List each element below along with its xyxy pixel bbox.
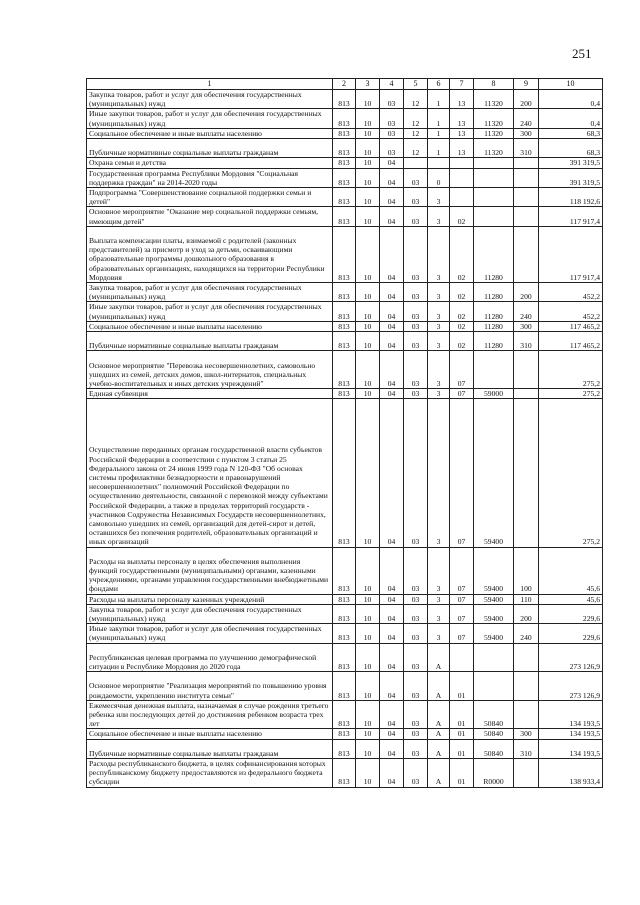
row-code: 10 (356, 139, 380, 158)
row-amount: 275,2 (539, 389, 603, 399)
row-code: 10 (356, 547, 380, 594)
row-code: 03 (404, 302, 428, 321)
row-amount: 391 319,5 (539, 158, 603, 168)
row-code (428, 158, 450, 168)
row-description: Охрана семьи и детства (87, 158, 333, 168)
row-code: 02 (450, 207, 474, 226)
row-code (450, 158, 474, 168)
row-description: Закупка товаров, работ и услуг для обеспечения государственных (муниципальных) нужд (87, 283, 333, 302)
row-code: 3 (428, 188, 450, 207)
row-code: 12 (404, 139, 428, 158)
row-description: Социальное обеспечение и иные выплаты населению (87, 128, 333, 138)
row-description: Расходы республиканского бюджета, в целях софинансирования которых республиканскому бюджету предоставляются из федерального бюджета субсидии (87, 759, 333, 788)
row-code: 813 (333, 700, 356, 729)
row-code: 3 (428, 207, 450, 226)
row-code: 813 (333, 332, 356, 351)
row-code: 04 (380, 624, 404, 643)
table-row (87, 90, 603, 109)
row-code: 310 (514, 739, 539, 758)
row-code: 50840 (474, 700, 514, 729)
row-code: 10 (356, 643, 380, 672)
table-header-row (87, 79, 603, 90)
row-code (404, 158, 428, 168)
row-code (474, 168, 514, 187)
row-code: 03 (404, 332, 428, 351)
row-description: Публичные нормативные социальные выплаты гражданам (87, 139, 333, 158)
row-code: 04 (380, 643, 404, 672)
row-code: 813 (333, 90, 356, 109)
table-row (87, 332, 603, 351)
row-code: 300 (514, 128, 539, 138)
row-code: 03 (404, 594, 428, 604)
row-code: 10 (356, 332, 380, 351)
row-amount: 275,2 (539, 399, 603, 547)
row-code: 01 (450, 672, 474, 701)
row-code: 813 (333, 759, 356, 788)
row-amount: 0,4 (539, 109, 603, 128)
row-amount: 452,2 (539, 302, 603, 321)
row-code: 01 (450, 729, 474, 739)
row-code (514, 188, 539, 207)
row-code: 03 (404, 739, 428, 758)
row-code: 813 (333, 168, 356, 187)
row-code: 12 (404, 109, 428, 128)
row-code: 1 (428, 139, 450, 158)
row-amount: 275,2 (539, 351, 603, 389)
row-code: А (428, 700, 450, 729)
row-code: 240 (514, 302, 539, 321)
row-code (474, 207, 514, 226)
row-code: 813 (333, 109, 356, 128)
row-code: 13 (450, 90, 474, 109)
row-code (450, 168, 474, 187)
row-code: 813 (333, 283, 356, 302)
row-amount: 273 126,9 (539, 672, 603, 701)
row-code: 02 (450, 302, 474, 321)
row-code: 50840 (474, 739, 514, 758)
row-code: 10 (356, 351, 380, 389)
row-code: 813 (333, 158, 356, 168)
row-code: 300 (514, 729, 539, 739)
row-description: Ежемесячная денежная выплата, назначаемая в случае рождения третьего ребенка или последующих детей до достижения ребенком возраста трех лет (87, 700, 333, 729)
row-code: R0000 (474, 759, 514, 788)
row-code: 10 (356, 399, 380, 547)
row-code: 0 (428, 168, 450, 187)
row-code: 813 (333, 302, 356, 321)
row-code: 07 (450, 389, 474, 399)
row-description: Государственная программа Республики Мордовия "Социальная поддержка граждан" на 2014-2020 годы (87, 168, 333, 187)
row-description: Республиканская целевая программа по улучшению демографической ситуации в Республике Мордовия до 2020 года (87, 643, 333, 672)
table-row (87, 547, 603, 594)
row-amount: 118 192,6 (539, 188, 603, 207)
row-code: 3 (428, 624, 450, 643)
row-code: 03 (404, 729, 428, 739)
row-code: 3 (428, 547, 450, 594)
table-row (87, 672, 603, 701)
row-code: 02 (450, 332, 474, 351)
row-code: 03 (404, 624, 428, 643)
row-code: 01 (450, 739, 474, 758)
row-code: 3 (428, 283, 450, 302)
row-code: 1 (428, 109, 450, 128)
row-code: 10 (356, 283, 380, 302)
row-code (474, 672, 514, 701)
table-row (87, 321, 603, 331)
row-code (474, 158, 514, 168)
row-code: 04 (380, 207, 404, 226)
row-code: 10 (356, 594, 380, 604)
table-row (87, 594, 603, 604)
row-description: Иные закупки товаров, работ и услуг для обеспечения государственных (муниципальных) нужд (87, 302, 333, 321)
row-amount: 229,6 (539, 624, 603, 643)
row-code: 59400 (474, 547, 514, 594)
row-code: 13 (450, 109, 474, 128)
row-code: 07 (450, 624, 474, 643)
row-description: Осуществление переданных органам государственной власти субъектов Российской Федерации в соответствии с пунктом 3 статьи 25 Федерального закона от 24 июня 1999 года N 120-ФЗ "Об основах системы профилактики безнадзорности и правонарушений несовершеннолетних" полномочий Российской Федерации по осуществлению деятельности, связанной с перевозкой между субъектами Российской Федерации, а также в пределах территорий государств - участников Содружества Независимых Государств несовершеннолетних, самовольно ушедших из семей, организаций для детей-сирот и детей, оставшихся без попечения родителей, образовательных организаций и иных организаций (87, 399, 333, 547)
row-description: Публичные нормативные социальные выплаты гражданам (87, 739, 333, 758)
row-amount: 68,3 (539, 139, 603, 158)
row-code: 04 (380, 283, 404, 302)
row-code: 04 (380, 351, 404, 389)
row-code: 04 (380, 700, 404, 729)
row-code: 813 (333, 739, 356, 758)
table-row (87, 759, 603, 788)
row-code (514, 168, 539, 187)
row-code: 10 (356, 158, 380, 168)
table-row (87, 188, 603, 207)
row-code: 10 (356, 604, 380, 623)
row-code (514, 700, 539, 729)
row-amount: 117 465,2 (539, 321, 603, 331)
row-code: 11320 (474, 90, 514, 109)
column-header: 4 (380, 79, 404, 90)
row-code: 04 (380, 332, 404, 351)
row-code: 813 (333, 643, 356, 672)
row-code: 200 (514, 283, 539, 302)
row-description: Социальное обеспечение и иные выплаты населению (87, 729, 333, 739)
table-row (87, 302, 603, 321)
row-code: 240 (514, 624, 539, 643)
row-code: 03 (380, 139, 404, 158)
row-code: 11280 (474, 226, 514, 282)
row-code: 813 (333, 321, 356, 331)
row-code: 3 (428, 332, 450, 351)
row-code: 10 (356, 672, 380, 701)
table-row (87, 351, 603, 389)
row-code: 02 (450, 226, 474, 282)
row-code: 04 (380, 739, 404, 758)
row-code (514, 759, 539, 788)
row-code: 11280 (474, 302, 514, 321)
row-code: 03 (404, 700, 428, 729)
row-code: 200 (514, 90, 539, 109)
row-code (450, 643, 474, 672)
row-code: 03 (380, 109, 404, 128)
row-code: 10 (356, 168, 380, 187)
row-code: 04 (380, 759, 404, 788)
column-header: 8 (474, 79, 514, 90)
row-code: 07 (450, 547, 474, 594)
row-code: 07 (450, 399, 474, 547)
row-code: 10 (356, 109, 380, 128)
row-code: 813 (333, 139, 356, 158)
row-code: А (428, 729, 450, 739)
column-header: 7 (450, 79, 474, 90)
row-code: А (428, 672, 450, 701)
column-header: 2 (333, 79, 356, 90)
row-description: Закупка товаров, работ и услуг для обеспечения государственных (муниципальных) нужд (87, 604, 333, 623)
row-description: Иные закупки товаров, работ и услуг для обеспечения государственных (муниципальных) нужд (87, 624, 333, 643)
column-header: 1 (87, 79, 333, 90)
row-code: 100 (514, 547, 539, 594)
row-code: 03 (404, 188, 428, 207)
row-code: 813 (333, 672, 356, 701)
row-code: 3 (428, 302, 450, 321)
row-code: 3 (428, 594, 450, 604)
row-code: 3 (428, 321, 450, 331)
row-code: 02 (450, 321, 474, 331)
table-row (87, 739, 603, 758)
row-code: 10 (356, 188, 380, 207)
row-code: 10 (356, 729, 380, 739)
row-code: 310 (514, 139, 539, 158)
row-code: 12 (404, 128, 428, 138)
row-code: 11320 (474, 109, 514, 128)
row-code: 03 (404, 389, 428, 399)
row-code: 03 (404, 604, 428, 623)
row-code: 04 (380, 302, 404, 321)
row-code: 3 (428, 604, 450, 623)
row-code: 813 (333, 547, 356, 594)
table-row (87, 128, 603, 138)
row-code: 3 (428, 389, 450, 399)
row-code: 03 (404, 283, 428, 302)
row-code: 04 (380, 188, 404, 207)
row-code: А (428, 759, 450, 788)
row-description: Основное мероприятие "Оказание мер социальной поддержки семьям, имеющим детей" (87, 207, 333, 226)
row-code: 03 (404, 168, 428, 187)
row-code: 04 (380, 594, 404, 604)
row-amount: 0,4 (539, 90, 603, 109)
row-code: 110 (514, 594, 539, 604)
row-code: 07 (450, 594, 474, 604)
row-code: 3 (428, 226, 450, 282)
row-code: 813 (333, 594, 356, 604)
row-description: Выплата компенсации платы, взимаемой с родителей (законных представителей) за присмотр и уход за детьми, осваивающими образовательные программы дошкольного образования в образовательных организациях, находящихся на территории Республики Мордовия (87, 226, 333, 282)
column-header: 6 (428, 79, 450, 90)
row-description: Публичные нормативные социальные выплаты гражданам (87, 332, 333, 351)
row-code: 03 (404, 399, 428, 547)
row-code: 04 (380, 729, 404, 739)
table-row (87, 604, 603, 623)
row-description: Единая субвенция (87, 389, 333, 399)
row-code: 03 (404, 643, 428, 672)
row-code: 04 (380, 389, 404, 399)
row-code: 59400 (474, 624, 514, 643)
row-amount: 117 917,4 (539, 207, 603, 226)
row-code (450, 188, 474, 207)
row-code: 04 (380, 321, 404, 331)
row-code: 03 (404, 351, 428, 389)
row-code: 01 (450, 759, 474, 788)
row-code: 03 (404, 547, 428, 594)
row-code: 813 (333, 207, 356, 226)
row-code: 04 (380, 168, 404, 187)
row-code: 59400 (474, 399, 514, 547)
row-code: 10 (356, 321, 380, 331)
row-code: 10 (356, 128, 380, 138)
row-amount: 138 933,4 (539, 759, 603, 788)
row-code: 1 (428, 90, 450, 109)
row-code (514, 672, 539, 701)
row-amount: 117 917,4 (539, 226, 603, 282)
row-code (474, 351, 514, 389)
row-code: 03 (404, 207, 428, 226)
row-amount: 273 126,9 (539, 643, 603, 672)
table-row (87, 283, 603, 302)
column-header: 5 (404, 79, 428, 90)
row-code: 3 (428, 351, 450, 389)
row-code: 813 (333, 729, 356, 739)
row-code: 07 (450, 604, 474, 623)
table-row (87, 643, 603, 672)
row-code: 13 (450, 139, 474, 158)
row-code: 10 (356, 700, 380, 729)
row-code: 59400 (474, 594, 514, 604)
row-amount: 45,6 (539, 547, 603, 594)
row-code (514, 643, 539, 672)
row-code: 11280 (474, 321, 514, 331)
row-code: 04 (380, 604, 404, 623)
row-code: 813 (333, 188, 356, 207)
column-header: 3 (356, 79, 380, 90)
table-row (87, 389, 603, 399)
row-code: 03 (404, 321, 428, 331)
row-code: 04 (380, 399, 404, 547)
table-row (87, 139, 603, 158)
row-code: 10 (356, 739, 380, 758)
row-code: 59400 (474, 604, 514, 623)
row-amount: 134 193,5 (539, 739, 603, 758)
row-code (474, 188, 514, 207)
row-code: 10 (356, 302, 380, 321)
row-amount: 391 319,5 (539, 168, 603, 187)
row-amount: 45,6 (539, 594, 603, 604)
row-code: 310 (514, 332, 539, 351)
row-amount: 134 193,5 (539, 729, 603, 739)
row-amount: 134 193,5 (539, 700, 603, 729)
table-row (87, 700, 603, 729)
row-code: 04 (380, 672, 404, 701)
row-code: 10 (356, 226, 380, 282)
table-row (87, 109, 603, 128)
row-code: 03 (404, 226, 428, 282)
row-code: 10 (356, 759, 380, 788)
row-code: 07 (450, 351, 474, 389)
table-row (87, 168, 603, 187)
row-code: 03 (380, 90, 404, 109)
row-code (514, 207, 539, 226)
row-code: 813 (333, 624, 356, 643)
row-code: 813 (333, 128, 356, 138)
row-code: 11320 (474, 139, 514, 158)
row-code: 12 (404, 90, 428, 109)
row-amount: 68,3 (539, 128, 603, 138)
row-description: Расходы на выплаты персоналу казенных учреждений (87, 594, 333, 604)
row-amount: 229,6 (539, 604, 603, 623)
table-row (87, 729, 603, 739)
row-code: 04 (380, 158, 404, 168)
row-code: 10 (356, 389, 380, 399)
row-code (514, 389, 539, 399)
row-description: Закупка товаров, работ и услуг для обеспечения государственных (муниципальных) нужд (87, 90, 333, 109)
row-code: 11320 (474, 128, 514, 138)
row-code (514, 158, 539, 168)
row-code (474, 643, 514, 672)
row-code: 1 (428, 128, 450, 138)
table-row (87, 399, 603, 547)
row-code: 10 (356, 90, 380, 109)
row-code: 50840 (474, 729, 514, 739)
column-header: 9 (514, 79, 539, 90)
row-code: 01 (450, 700, 474, 729)
row-code: 02 (450, 283, 474, 302)
row-code: 3 (428, 399, 450, 547)
column-header: 10 (539, 79, 603, 90)
row-code: 10 (356, 207, 380, 226)
table-row (87, 207, 603, 226)
row-description: Подпрограмма "Совершенствование социальной поддержки семьи и детей" (87, 188, 333, 207)
row-code: 59000 (474, 389, 514, 399)
row-code: 04 (380, 547, 404, 594)
row-code: 04 (380, 226, 404, 282)
row-description: Расходы на выплаты персоналу в целях обеспечения выполнения функций государственными (муниципальными) органами, казенными учреждениями, органами управления государственными внебюджетными фондами (87, 547, 333, 594)
row-code: 03 (404, 759, 428, 788)
row-code (514, 399, 539, 547)
row-code: 813 (333, 389, 356, 399)
row-code: 11280 (474, 332, 514, 351)
row-amount: 452,2 (539, 283, 603, 302)
row-code: 03 (380, 128, 404, 138)
row-code (514, 226, 539, 282)
row-code: 240 (514, 109, 539, 128)
row-description: Социальное обеспечение и иные выплаты населению (87, 321, 333, 331)
row-code: 13 (450, 128, 474, 138)
budget-table (86, 78, 603, 788)
row-code: 813 (333, 399, 356, 547)
row-code: 813 (333, 226, 356, 282)
row-description: Основное мероприятие "Реализация мероприятий по повышению уровня рождаемости, укреплению института семьи" (87, 672, 333, 701)
row-description: Иные закупки товаров, работ и услуг для обеспечения государственных (муниципальных) нужд (87, 109, 333, 128)
row-code: 813 (333, 351, 356, 389)
table-row (87, 158, 603, 168)
row-code: 03 (404, 672, 428, 701)
row-code: 813 (333, 604, 356, 623)
row-code: 10 (356, 624, 380, 643)
row-code: А (428, 739, 450, 758)
row-description: Основное мероприятие "Перевозка несовершеннолетних, самовольно ушедших из семей, детских домов, школ-интернатов, специальных учебно-воспитательных и иных детских учреждений" (87, 351, 333, 389)
row-code: 300 (514, 321, 539, 331)
table-row (87, 624, 603, 643)
page-number: 251 (572, 46, 592, 61)
row-code: 11280 (474, 283, 514, 302)
table-row (87, 226, 603, 282)
row-amount: 117 465,2 (539, 332, 603, 351)
row-code: А (428, 643, 450, 672)
row-code (514, 351, 539, 389)
row-code: 200 (514, 604, 539, 623)
